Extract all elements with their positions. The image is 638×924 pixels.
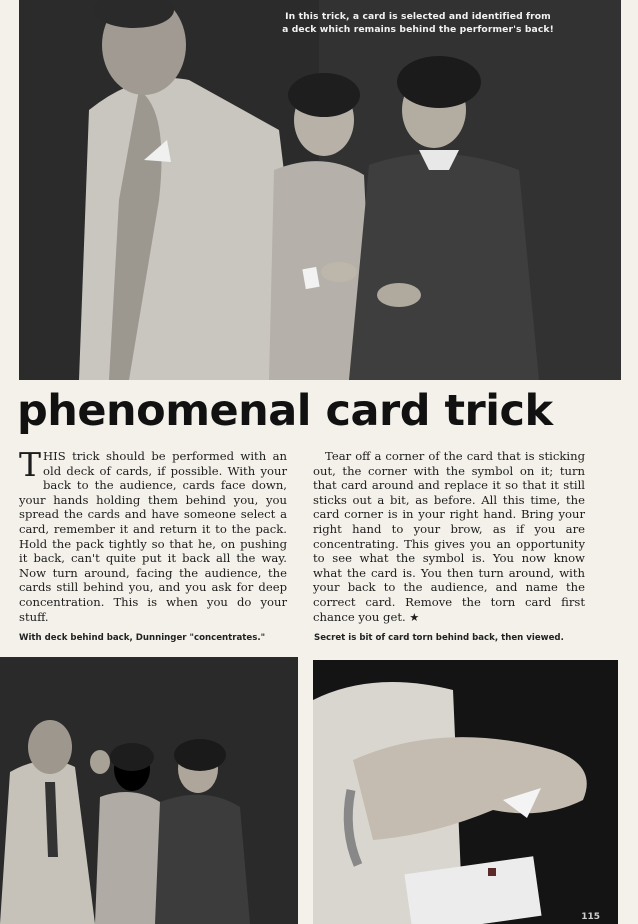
right-text: Tear off a corner of the card that is sticking out, the corner with the symbol on it; turn that card around and replace it so that it still sticks out a bit, as before. All this time, the card corner is in your right hand. Bring your right hand to your brow, as if you are concentrating. This gives you an opportunity to see what the symbol is. You now know what the card is. You then turn around, with your back to the audience, and name the correct card. Remove the torn card first chance you get. bbox=[313, 449, 585, 624]
bottom-left-illustration bbox=[0, 657, 298, 924]
left-text: HIS trick should be performed with an old deck of cards, if possible. With your back to the audience, cards face down, your hands holding them behind you, you spread the cards and have someone select a card, remember it and return it to the pack. Hold the pack tightly so that he, on pushing it back, can't quite put it back all the way. Now turn around, facing the audience, the cards still behind you, and you ask for deep concentration. This is when you do your stuff. bbox=[19, 449, 287, 624]
page-number: 115 bbox=[581, 912, 600, 922]
caption-left: With deck behind back, Dunninger "concentrates." bbox=[19, 633, 266, 643]
top-caption-line2: a deck which remains behind the performer's back! bbox=[282, 24, 554, 35]
drop-cap: T bbox=[19, 445, 42, 484]
top-photo-illustration bbox=[19, 0, 621, 380]
article-paragraph-right bbox=[313, 449, 585, 625]
top-photo bbox=[19, 0, 621, 380]
article-paragraph-left bbox=[19, 445, 287, 624]
headline: phenomenal card trick bbox=[17, 386, 553, 436]
article-column-left bbox=[19, 445, 287, 624]
article-column-right bbox=[313, 449, 585, 625]
bottom-right-illustration bbox=[313, 660, 618, 924]
top-caption-line1: In this trick, a card is selected and identified from bbox=[285, 11, 551, 22]
end-mark: ★ bbox=[409, 610, 420, 624]
bottom-right-photo bbox=[313, 660, 618, 924]
caption-right: Secret is bit of card torn behind back, then viewed. bbox=[314, 633, 564, 643]
bottom-left-photo bbox=[0, 657, 298, 924]
top-photo-caption bbox=[273, 10, 563, 36]
